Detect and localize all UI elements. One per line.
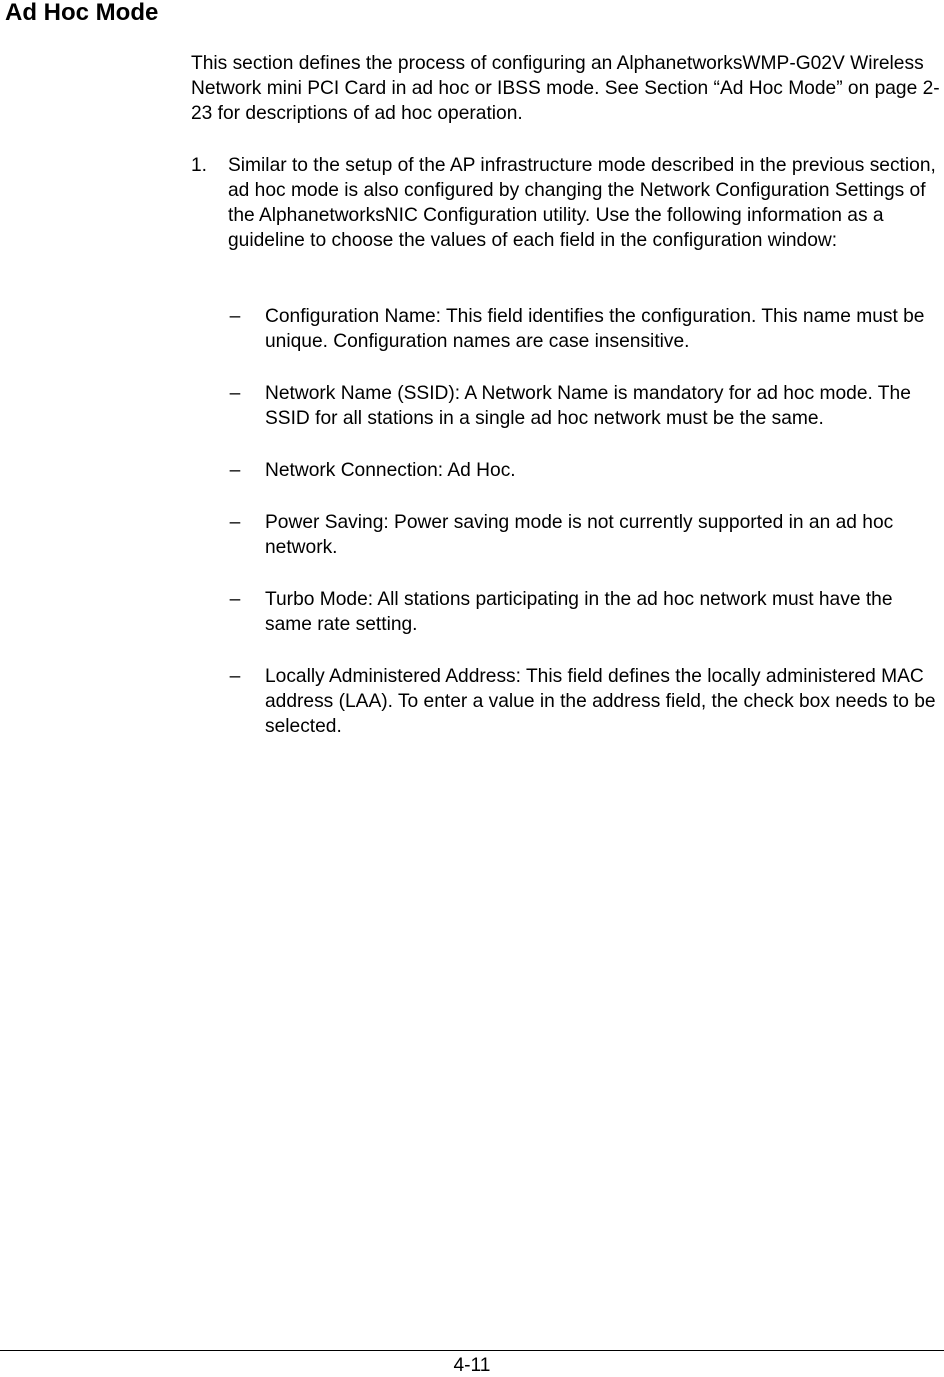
dash-bullet-icon: – [229,383,241,404]
list-item-network-name [228,381,944,431]
list-item-configuration-name [228,304,944,354]
page-number: 4-11 [453,1355,491,1376]
list-item-network-connection [228,458,944,483]
list-item-text: Locally Administered Address: This field defines the locally administered MAC address (LAA). To enter a value in the address field, the check box needs to be selected. [265,666,936,737]
list-item-text: Power Saving: Power saving mode is not currently supported in an ad hoc network. [265,512,894,558]
list-item-power-saving [228,510,944,560]
dash-bullet-icon: – [229,666,241,687]
list-item-text: Configuration Name: This field identifies the configuration. This name must be unique. Configuration names are case insensitive. [265,306,925,352]
list-item-turbo-mode [228,587,944,637]
list-item-text: Turbo Mode: All stations participating in the ad hoc network must have the same rate setting. [265,589,893,635]
dash-bullet-icon: – [229,589,241,610]
dash-bullet-icon: – [229,512,241,533]
dash-bullet-icon: – [229,306,241,327]
dash-bullet-icon: – [229,460,241,481]
list-item-text: Network Name (SSID): A Network Name is mandatory for ad hoc mode. The SSID for all stations in a single ad hoc network must be the same. [265,383,911,429]
footer-divider [0,1350,944,1351]
step-number: 1. [191,155,208,176]
field-description-list [228,304,944,766]
intro-paragraph: This section defines the process of configuring an AlphanetworksWMP-G02V Wireless Network mini PCI Card in ad hoc or IBSS mode. See Section “Ad Hoc Mode” on page 2-23 for descriptions of ad hoc operation. [191,53,940,124]
list-item-locally-administered-address [228,664,944,739]
section-title: Ad Hoc Mode [5,0,159,26]
step-text: Similar to the setup of the AP infrastructure mode described in the previous section, ad hoc mode is also configured by changing the Network Configuration Settings of the AlphanetworksNIC Configuration utility. Use the following information as a guideline to choose the values of each field in the configuration window: [228,155,936,251]
list-item-text: Network Connection: Ad Hoc. [265,460,516,481]
